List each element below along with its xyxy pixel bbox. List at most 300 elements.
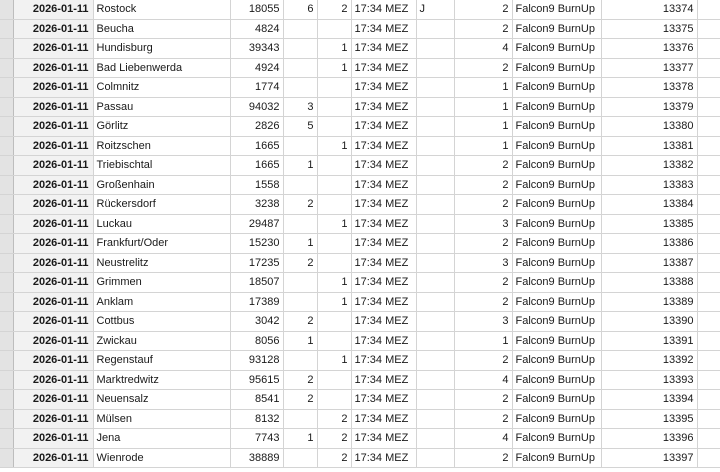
time-cell[interactable]: 17:34 MEZ: [351, 253, 416, 273]
id-cell[interactable]: 13378: [601, 78, 697, 98]
empty-cell[interactable]: [697, 331, 720, 351]
population-cell[interactable]: 38889: [230, 448, 283, 468]
row-header-cell[interactable]: [0, 214, 13, 234]
city-cell[interactable]: Mülsen: [93, 409, 230, 429]
time-cell[interactable]: 17:34 MEZ: [351, 351, 416, 371]
population-cell[interactable]: 3238: [230, 195, 283, 215]
table-row[interactable]: [0, 331, 720, 351]
empty-cell[interactable]: [697, 156, 720, 176]
table-row[interactable]: [0, 390, 720, 410]
id-cell[interactable]: 13386: [601, 234, 697, 254]
city-cell[interactable]: Hundisburg: [93, 39, 230, 59]
flag-cell[interactable]: [416, 19, 454, 39]
row-header-cell[interactable]: [0, 273, 13, 293]
row-header-cell[interactable]: [0, 58, 13, 78]
number-cell[interactable]: 1: [454, 136, 512, 156]
count-a-cell[interactable]: [283, 58, 317, 78]
empty-cell[interactable]: [697, 39, 720, 59]
time-cell[interactable]: 17:34 MEZ: [351, 58, 416, 78]
id-cell[interactable]: 13396: [601, 429, 697, 449]
population-cell[interactable]: 3042: [230, 312, 283, 332]
table-row[interactable]: [0, 97, 720, 117]
date-cell[interactable]: 2026-01-11: [13, 136, 93, 156]
table-row[interactable]: [0, 370, 720, 390]
number-cell[interactable]: 3: [454, 214, 512, 234]
count-b-cell[interactable]: 1: [317, 39, 351, 59]
count-a-cell[interactable]: 2: [283, 253, 317, 273]
count-b-cell[interactable]: 1: [317, 58, 351, 78]
table-row[interactable]: [0, 175, 720, 195]
count-b-cell[interactable]: 1: [317, 292, 351, 312]
id-cell[interactable]: 13375: [601, 19, 697, 39]
count-a-cell[interactable]: 2: [283, 370, 317, 390]
row-header-cell[interactable]: [0, 78, 13, 98]
flag-cell[interactable]: [416, 370, 454, 390]
count-a-cell[interactable]: [283, 409, 317, 429]
date-cell[interactable]: 2026-01-11: [13, 390, 93, 410]
number-cell[interactable]: 2: [454, 156, 512, 176]
city-cell[interactable]: Grimmen: [93, 273, 230, 293]
date-cell[interactable]: 2026-01-11: [13, 58, 93, 78]
id-cell[interactable]: 13383: [601, 175, 697, 195]
number-cell[interactable]: 2: [454, 390, 512, 410]
time-cell[interactable]: 17:34 MEZ: [351, 214, 416, 234]
population-cell[interactable]: 94032: [230, 97, 283, 117]
number-cell[interactable]: 4: [454, 370, 512, 390]
empty-cell[interactable]: [697, 58, 720, 78]
number-cell[interactable]: 3: [454, 253, 512, 273]
time-cell[interactable]: 17:34 MEZ: [351, 78, 416, 98]
population-cell[interactable]: 15230: [230, 234, 283, 254]
time-cell[interactable]: 17:34 MEZ: [351, 312, 416, 332]
date-cell[interactable]: 2026-01-11: [13, 273, 93, 293]
population-cell[interactable]: 1665: [230, 136, 283, 156]
count-a-cell[interactable]: 2: [283, 312, 317, 332]
count-b-cell[interactable]: [317, 156, 351, 176]
row-header-cell[interactable]: [0, 195, 13, 215]
count-a-cell[interactable]: [283, 351, 317, 371]
id-cell[interactable]: 13394: [601, 390, 697, 410]
time-cell[interactable]: 17:34 MEZ: [351, 0, 416, 19]
date-cell[interactable]: 2026-01-11: [13, 97, 93, 117]
empty-cell[interactable]: [697, 175, 720, 195]
row-header-cell[interactable]: [0, 117, 13, 137]
date-cell[interactable]: 2026-01-11: [13, 117, 93, 137]
date-cell[interactable]: 2026-01-11: [13, 175, 93, 195]
number-cell[interactable]: 2: [454, 448, 512, 468]
date-cell[interactable]: 2026-01-11: [13, 292, 93, 312]
table-row[interactable]: [0, 273, 720, 293]
number-cell[interactable]: 2: [454, 273, 512, 293]
count-a-cell[interactable]: [283, 175, 317, 195]
flag-cell[interactable]: [416, 117, 454, 137]
empty-cell[interactable]: [697, 117, 720, 137]
flag-cell[interactable]: [416, 156, 454, 176]
row-header-cell[interactable]: [0, 351, 13, 371]
model-cell[interactable]: Falcon9 BurnUp: [512, 253, 601, 273]
date-cell[interactable]: 2026-01-11: [13, 19, 93, 39]
city-cell[interactable]: Bad Liebenwerda: [93, 58, 230, 78]
count-a-cell[interactable]: [283, 136, 317, 156]
count-b-cell[interactable]: 1: [317, 214, 351, 234]
id-cell[interactable]: 13374: [601, 0, 697, 19]
model-cell[interactable]: Falcon9 BurnUp: [512, 214, 601, 234]
number-cell[interactable]: 4: [454, 429, 512, 449]
time-cell[interactable]: 17:34 MEZ: [351, 234, 416, 254]
row-header-cell[interactable]: [0, 429, 13, 449]
count-a-cell[interactable]: 6: [283, 0, 317, 19]
time-cell[interactable]: 17:34 MEZ: [351, 370, 416, 390]
city-cell[interactable]: Rostock: [93, 0, 230, 19]
time-cell[interactable]: 17:34 MEZ: [351, 117, 416, 137]
id-cell[interactable]: 13387: [601, 253, 697, 273]
count-a-cell[interactable]: [283, 78, 317, 98]
date-cell[interactable]: 2026-01-11: [13, 39, 93, 59]
time-cell[interactable]: 17:34 MEZ: [351, 19, 416, 39]
row-header-cell[interactable]: [0, 156, 13, 176]
row-header-cell[interactable]: [0, 19, 13, 39]
model-cell[interactable]: Falcon9 BurnUp: [512, 331, 601, 351]
number-cell[interactable]: 2: [454, 351, 512, 371]
model-cell[interactable]: Falcon9 BurnUp: [512, 0, 601, 19]
population-cell[interactable]: 95615: [230, 370, 283, 390]
table-row[interactable]: [0, 409, 720, 429]
city-cell[interactable]: Cottbus: [93, 312, 230, 332]
count-a-cell[interactable]: 1: [283, 234, 317, 254]
date-cell[interactable]: 2026-01-11: [13, 0, 93, 19]
flag-cell[interactable]: [416, 234, 454, 254]
id-cell[interactable]: 13377: [601, 58, 697, 78]
model-cell[interactable]: Falcon9 BurnUp: [512, 448, 601, 468]
count-b-cell[interactable]: 2: [317, 409, 351, 429]
city-cell[interactable]: Passau: [93, 97, 230, 117]
table-row[interactable]: [0, 253, 720, 273]
time-cell[interactable]: 17:34 MEZ: [351, 97, 416, 117]
row-header-cell[interactable]: [0, 253, 13, 273]
count-a-cell[interactable]: 5: [283, 117, 317, 137]
count-a-cell[interactable]: [283, 19, 317, 39]
date-cell[interactable]: 2026-01-11: [13, 409, 93, 429]
row-header-cell[interactable]: [0, 292, 13, 312]
model-cell[interactable]: Falcon9 BurnUp: [512, 136, 601, 156]
model-cell[interactable]: Falcon9 BurnUp: [512, 195, 601, 215]
count-a-cell[interactable]: 1: [283, 331, 317, 351]
date-cell[interactable]: 2026-01-11: [13, 214, 93, 234]
population-cell[interactable]: 17389: [230, 292, 283, 312]
count-b-cell[interactable]: [317, 78, 351, 98]
table-row[interactable]: [0, 214, 720, 234]
table-row[interactable]: [0, 156, 720, 176]
empty-cell[interactable]: [697, 136, 720, 156]
date-cell[interactable]: 2026-01-11: [13, 195, 93, 215]
id-cell[interactable]: 13379: [601, 97, 697, 117]
count-b-cell[interactable]: [317, 117, 351, 137]
count-a-cell[interactable]: 3: [283, 97, 317, 117]
table-row[interactable]: [0, 195, 720, 215]
row-header-cell[interactable]: [0, 370, 13, 390]
table-row[interactable]: [0, 429, 720, 449]
model-cell[interactable]: Falcon9 BurnUp: [512, 273, 601, 293]
date-cell[interactable]: 2026-01-11: [13, 351, 93, 371]
table-row[interactable]: [0, 58, 720, 78]
time-cell[interactable]: 17:34 MEZ: [351, 448, 416, 468]
number-cell[interactable]: 2: [454, 234, 512, 254]
population-cell[interactable]: 18507: [230, 273, 283, 293]
date-cell[interactable]: 2026-01-11: [13, 331, 93, 351]
population-cell[interactable]: 4924: [230, 58, 283, 78]
count-a-cell[interactable]: [283, 292, 317, 312]
count-b-cell[interactable]: 2: [317, 0, 351, 19]
count-a-cell[interactable]: [283, 39, 317, 59]
id-cell[interactable]: 13392: [601, 351, 697, 371]
population-cell[interactable]: 1665: [230, 156, 283, 176]
count-a-cell[interactable]: 1: [283, 429, 317, 449]
count-a-cell[interactable]: [283, 448, 317, 468]
id-cell[interactable]: 13376: [601, 39, 697, 59]
empty-cell[interactable]: [697, 78, 720, 98]
empty-cell[interactable]: [697, 429, 720, 449]
city-cell[interactable]: Triebischtal: [93, 156, 230, 176]
flag-cell[interactable]: [416, 331, 454, 351]
table-row[interactable]: [0, 234, 720, 254]
time-cell[interactable]: 17:34 MEZ: [351, 429, 416, 449]
city-cell[interactable]: Frankfurt/Oder: [93, 234, 230, 254]
flag-cell[interactable]: J: [416, 0, 454, 19]
count-b-cell[interactable]: 1: [317, 351, 351, 371]
flag-cell[interactable]: [416, 292, 454, 312]
model-cell[interactable]: Falcon9 BurnUp: [512, 351, 601, 371]
flag-cell[interactable]: [416, 58, 454, 78]
date-cell[interactable]: 2026-01-11: [13, 370, 93, 390]
number-cell[interactable]: 4: [454, 39, 512, 59]
city-cell[interactable]: Görlitz: [93, 117, 230, 137]
city-cell[interactable]: Zwickau: [93, 331, 230, 351]
number-cell[interactable]: 2: [454, 58, 512, 78]
row-header-cell[interactable]: [0, 39, 13, 59]
empty-cell[interactable]: [697, 273, 720, 293]
model-cell[interactable]: Falcon9 BurnUp: [512, 292, 601, 312]
number-cell[interactable]: 2: [454, 292, 512, 312]
date-cell[interactable]: 2026-01-11: [13, 78, 93, 98]
count-a-cell[interactable]: 2: [283, 390, 317, 410]
date-cell[interactable]: 2026-01-11: [13, 253, 93, 273]
row-header-cell[interactable]: [0, 0, 13, 19]
count-b-cell[interactable]: 1: [317, 136, 351, 156]
table-row[interactable]: [0, 78, 720, 98]
city-cell[interactable]: Roitzschen: [93, 136, 230, 156]
empty-cell[interactable]: [697, 253, 720, 273]
table-row[interactable]: [0, 292, 720, 312]
city-cell[interactable]: Luckau: [93, 214, 230, 234]
date-cell[interactable]: 2026-01-11: [13, 156, 93, 176]
count-b-cell[interactable]: [317, 195, 351, 215]
table-row[interactable]: [0, 117, 720, 137]
count-a-cell[interactable]: [283, 214, 317, 234]
population-cell[interactable]: 17235: [230, 253, 283, 273]
flag-cell[interactable]: [416, 39, 454, 59]
flag-cell[interactable]: [416, 312, 454, 332]
flag-cell[interactable]: [416, 409, 454, 429]
model-cell[interactable]: Falcon9 BurnUp: [512, 175, 601, 195]
model-cell[interactable]: Falcon9 BurnUp: [512, 97, 601, 117]
flag-cell[interactable]: [416, 78, 454, 98]
table-row[interactable]: [0, 448, 720, 468]
table-row[interactable]: [0, 312, 720, 332]
id-cell[interactable]: 13385: [601, 214, 697, 234]
id-cell[interactable]: 13391: [601, 331, 697, 351]
empty-cell[interactable]: [697, 214, 720, 234]
count-b-cell[interactable]: 2: [317, 429, 351, 449]
row-header-cell[interactable]: [0, 331, 13, 351]
population-cell[interactable]: 39343: [230, 39, 283, 59]
date-cell[interactable]: 2026-01-11: [13, 312, 93, 332]
count-b-cell[interactable]: [317, 331, 351, 351]
time-cell[interactable]: 17:34 MEZ: [351, 195, 416, 215]
id-cell[interactable]: 13380: [601, 117, 697, 137]
id-cell[interactable]: 13397: [601, 448, 697, 468]
id-cell[interactable]: 13389: [601, 292, 697, 312]
model-cell[interactable]: Falcon9 BurnUp: [512, 409, 601, 429]
count-b-cell[interactable]: 2: [317, 448, 351, 468]
number-cell[interactable]: 2: [454, 195, 512, 215]
count-a-cell[interactable]: 1: [283, 156, 317, 176]
time-cell[interactable]: 17:34 MEZ: [351, 39, 416, 59]
count-b-cell[interactable]: [317, 19, 351, 39]
time-cell[interactable]: 17:34 MEZ: [351, 409, 416, 429]
row-header-cell[interactable]: [0, 390, 13, 410]
flag-cell[interactable]: [416, 136, 454, 156]
time-cell[interactable]: 17:34 MEZ: [351, 136, 416, 156]
model-cell[interactable]: Falcon9 BurnUp: [512, 156, 601, 176]
empty-cell[interactable]: [697, 97, 720, 117]
model-cell[interactable]: Falcon9 BurnUp: [512, 78, 601, 98]
population-cell[interactable]: 8541: [230, 390, 283, 410]
row-header-cell[interactable]: [0, 175, 13, 195]
flag-cell[interactable]: [416, 214, 454, 234]
time-cell[interactable]: 17:34 MEZ: [351, 175, 416, 195]
city-cell[interactable]: Wienrode: [93, 448, 230, 468]
table-row[interactable]: [0, 39, 720, 59]
flag-cell[interactable]: [416, 448, 454, 468]
row-header-cell[interactable]: [0, 234, 13, 254]
table-row[interactable]: [0, 19, 720, 39]
table-row[interactable]: [0, 0, 720, 19]
flag-cell[interactable]: [416, 429, 454, 449]
model-cell[interactable]: Falcon9 BurnUp: [512, 390, 601, 410]
id-cell[interactable]: 13388: [601, 273, 697, 293]
city-cell[interactable]: Beucha: [93, 19, 230, 39]
id-cell[interactable]: 13390: [601, 312, 697, 332]
population-cell[interactable]: 29487: [230, 214, 283, 234]
number-cell[interactable]: 1: [454, 97, 512, 117]
empty-cell[interactable]: [697, 409, 720, 429]
empty-cell[interactable]: [697, 19, 720, 39]
count-a-cell[interactable]: 2: [283, 195, 317, 215]
table-row[interactable]: [0, 351, 720, 371]
time-cell[interactable]: 17:34 MEZ: [351, 390, 416, 410]
flag-cell[interactable]: [416, 351, 454, 371]
count-b-cell[interactable]: [317, 253, 351, 273]
count-b-cell[interactable]: [317, 312, 351, 332]
flag-cell[interactable]: [416, 390, 454, 410]
population-cell[interactable]: 93128: [230, 351, 283, 371]
city-cell[interactable]: Jena: [93, 429, 230, 449]
empty-cell[interactable]: [697, 448, 720, 468]
model-cell[interactable]: Falcon9 BurnUp: [512, 19, 601, 39]
count-b-cell[interactable]: [317, 175, 351, 195]
number-cell[interactable]: 1: [454, 331, 512, 351]
city-cell[interactable]: Anklam: [93, 292, 230, 312]
row-header-cell[interactable]: [0, 312, 13, 332]
city-cell[interactable]: Neuensalz: [93, 390, 230, 410]
id-cell[interactable]: 13384: [601, 195, 697, 215]
population-cell[interactable]: 2826: [230, 117, 283, 137]
empty-cell[interactable]: [697, 0, 720, 19]
row-header-cell[interactable]: [0, 448, 13, 468]
flag-cell[interactable]: [416, 97, 454, 117]
date-cell[interactable]: 2026-01-11: [13, 448, 93, 468]
city-cell[interactable]: Neustrelitz: [93, 253, 230, 273]
number-cell[interactable]: 2: [454, 19, 512, 39]
id-cell[interactable]: 13393: [601, 370, 697, 390]
city-cell[interactable]: Regenstauf: [93, 351, 230, 371]
empty-cell[interactable]: [697, 234, 720, 254]
id-cell[interactable]: 13381: [601, 136, 697, 156]
number-cell[interactable]: 3: [454, 312, 512, 332]
count-a-cell[interactable]: [283, 273, 317, 293]
row-header-cell[interactable]: [0, 409, 13, 429]
flag-cell[interactable]: [416, 273, 454, 293]
count-b-cell[interactable]: [317, 234, 351, 254]
number-cell[interactable]: 1: [454, 117, 512, 137]
flag-cell[interactable]: [416, 195, 454, 215]
empty-cell[interactable]: [697, 390, 720, 410]
model-cell[interactable]: Falcon9 BurnUp: [512, 429, 601, 449]
model-cell[interactable]: Falcon9 BurnUp: [512, 370, 601, 390]
model-cell[interactable]: Falcon9 BurnUp: [512, 312, 601, 332]
flag-cell[interactable]: [416, 175, 454, 195]
count-b-cell[interactable]: [317, 390, 351, 410]
time-cell[interactable]: 17:34 MEZ: [351, 331, 416, 351]
number-cell[interactable]: 2: [454, 409, 512, 429]
population-cell[interactable]: 1774: [230, 78, 283, 98]
count-b-cell[interactable]: [317, 97, 351, 117]
city-cell[interactable]: Rückersdorf: [93, 195, 230, 215]
population-cell[interactable]: 1558: [230, 175, 283, 195]
table-row[interactable]: [0, 136, 720, 156]
id-cell[interactable]: 13382: [601, 156, 697, 176]
population-cell[interactable]: 7743: [230, 429, 283, 449]
city-cell[interactable]: Colmnitz: [93, 78, 230, 98]
date-cell[interactable]: 2026-01-11: [13, 234, 93, 254]
time-cell[interactable]: 17:34 MEZ: [351, 156, 416, 176]
flag-cell[interactable]: [416, 253, 454, 273]
empty-cell[interactable]: [697, 312, 720, 332]
empty-cell[interactable]: [697, 195, 720, 215]
count-b-cell[interactable]: 1: [317, 273, 351, 293]
model-cell[interactable]: Falcon9 BurnUp: [512, 234, 601, 254]
model-cell[interactable]: Falcon9 BurnUp: [512, 58, 601, 78]
time-cell[interactable]: 17:34 MEZ: [351, 292, 416, 312]
population-cell[interactable]: 18055: [230, 0, 283, 19]
number-cell[interactable]: 1: [454, 78, 512, 98]
population-cell[interactable]: 8056: [230, 331, 283, 351]
empty-cell[interactable]: [697, 370, 720, 390]
row-header-cell[interactable]: [0, 136, 13, 156]
number-cell[interactable]: 2: [454, 0, 512, 19]
model-cell[interactable]: Falcon9 BurnUp: [512, 39, 601, 59]
population-cell[interactable]: 4824: [230, 19, 283, 39]
